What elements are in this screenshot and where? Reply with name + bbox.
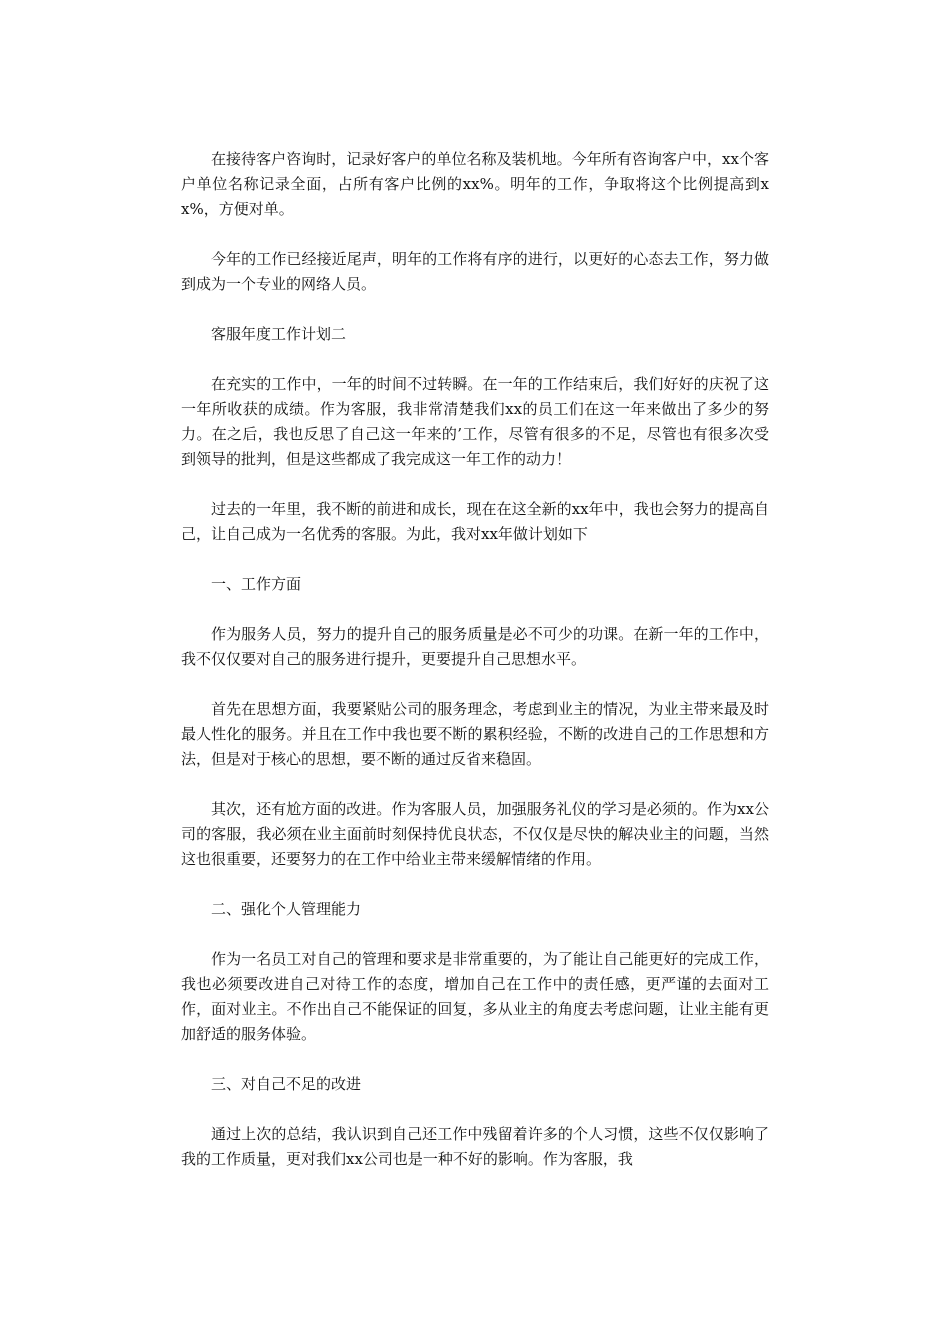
paragraph-year-end: 今年的工作已经接近尾声，明年的工作将有序的进行，以更好的心态去工作，努力做到成为一个专业的网络人员。 bbox=[181, 250, 769, 293]
document-body bbox=[181, 147, 769, 1197]
paragraph-plan-intro: 过去的一年里，我不断的前进和成长，现在在这全新的xx年中，我也会努力的提高自己，让自己成为一名优秀的客服。为此，我对xx年做计划如下 bbox=[181, 500, 769, 543]
heading-improvement: 三、对自己不足的改进 bbox=[211, 1075, 362, 1093]
paragraph-reflection: 在充实的工作中，一年的时间不过转瞬。在一年的工作结束后，我们好好的庆祝了这一年所收获的成绩。作为客服，我非常清楚我们xx的员工们在这一年来做出了多少的努力。在之后，我也反思了自己这一年来的’工作，尽管有很多的不足，尽管也有很多次受到领导的批判，但是这些都成了我完成这一年工作的动力！ bbox=[181, 375, 769, 468]
paragraph-etiquette: 其次，还有尬方面的改进。作为客服人员，加强服务礼仪的学习是必须的。作为xx公司的客服，我必须在业主面前时刻保持优良状态，不仅仅是尽快的解决业主的问题，当然这也很重要，还要努力的在工作中给业主带来缓解情绪的作用。 bbox=[181, 800, 769, 868]
heading-self-management: 二、强化个人管理能力 bbox=[211, 900, 362, 918]
section-title-plan-two: 客服年度工作计划二 bbox=[211, 325, 347, 343]
paragraph-habits: 通过上次的总结，我认识到自己还工作中残留着许多的个人习惯，这些不仅仅影响了我的工作质量，更对我们xx公司也是一种不好的影响。作为客服，我 bbox=[181, 1125, 769, 1168]
paragraph-thinking: 首先在思想方面，我要紧贴公司的服务理念，考虑到业主的情况，为业主带来最及时最人性化的服务。并且在工作中我也要不断的累积经验，不断的改进自己的工作思想和方法，但是对于核心的思想，要不断的通过反省来稳固。 bbox=[181, 700, 769, 768]
paragraph-service-quality: 作为服务人员，努力的提升自己的服务质量是必不可少的功课。在新一年的工作中，我不仅仅要对自己的服务进行提升，更要提升自己思想水平。 bbox=[181, 625, 769, 668]
heading-work-aspect: 一、工作方面 bbox=[211, 575, 302, 593]
paragraph-inquiry-records: 在接待客户咨询时，记录好客户的单位名称及装机地。今年所有咨询客户中，xx个客户单位名称记录全面，占所有客户比例的xx%。明年的工作，争取将这个比例提高到xx%，方便对单。 bbox=[181, 150, 769, 218]
paragraph-management: 作为一名员工对自己的管理和要求是非常重要的，为了能让自己能更好的完成工作，我也必须要改进自己对待工作的态度，增加自己在工作中的责任感，更严谨的去面对工作，面对业主。不作出自己不能保证的回复，多从业主的角度去考虑问题，让业主能有更加舒适的服务体验。 bbox=[181, 950, 769, 1043]
